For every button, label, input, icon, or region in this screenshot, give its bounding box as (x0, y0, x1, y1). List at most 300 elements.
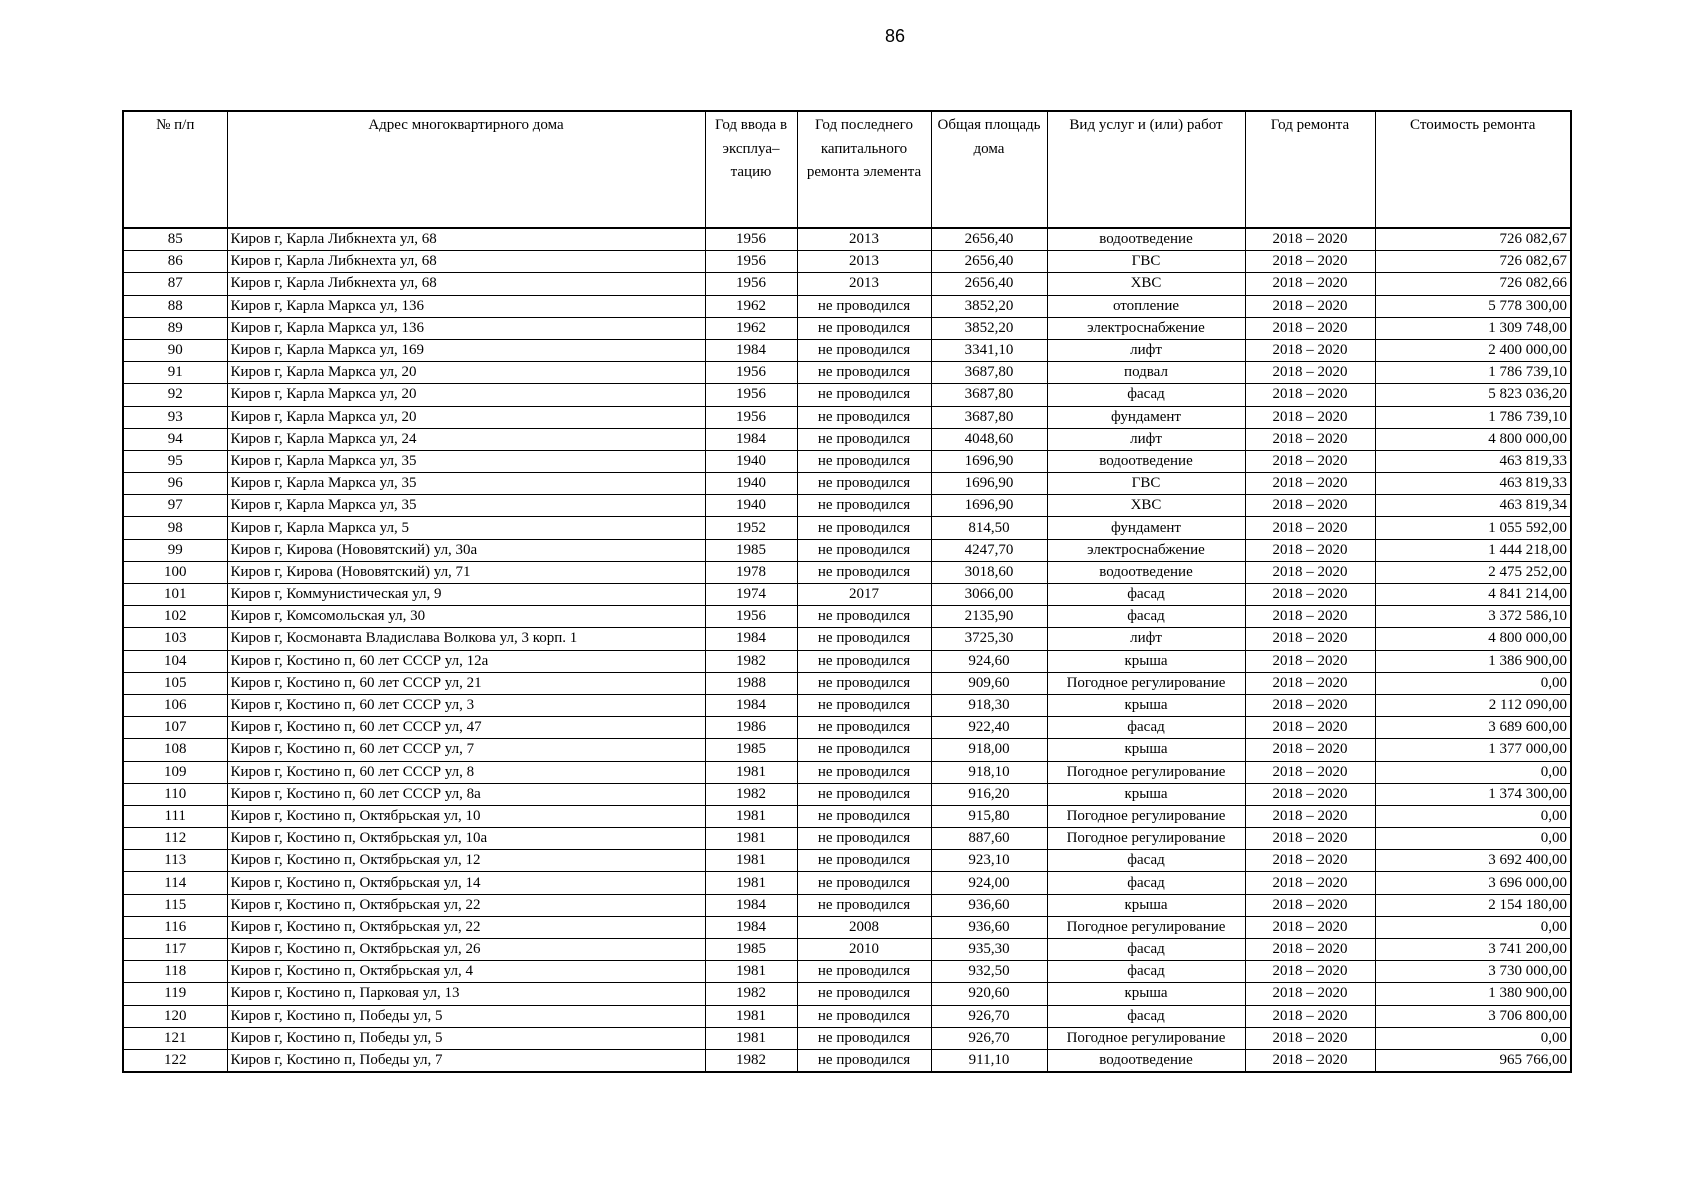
cell-service-type: подвал (1047, 362, 1245, 384)
table-row (123, 672, 1571, 694)
table-row (123, 828, 1571, 850)
cell-address: Киров г, Костино п, 60 лет СССР ул, 8а (227, 783, 705, 805)
cell-service-type: электроснабжение (1047, 539, 1245, 561)
cell-last-repair: не проводился (797, 517, 931, 539)
cell-area: 915,80 (931, 805, 1047, 827)
table-row (123, 739, 1571, 761)
cell-repair-year: 2018 – 2020 (1245, 939, 1375, 961)
cell-repair-cost: 3 696 000,00 (1375, 872, 1571, 894)
cell-address: Киров г, Костино п, Октябрьская ул, 22 (227, 894, 705, 916)
cell-number: 116 (123, 916, 227, 938)
table-row (123, 939, 1571, 961)
cell-number: 93 (123, 406, 227, 428)
cell-area: 923,10 (931, 850, 1047, 872)
cell-repair-cost: 3 706 800,00 (1375, 1005, 1571, 1027)
cell-area: 916,20 (931, 783, 1047, 805)
table-row (123, 1005, 1571, 1027)
cell-year-built: 1956 (705, 273, 797, 295)
cell-last-repair: не проводился (797, 384, 931, 406)
cell-service-type: фасад (1047, 939, 1245, 961)
cell-repair-cost: 0,00 (1375, 761, 1571, 783)
cell-service-type: крыша (1047, 739, 1245, 761)
cell-address: Киров г, Карла Маркса ул, 20 (227, 362, 705, 384)
cell-address: Киров г, Карла Маркса ул, 136 (227, 317, 705, 339)
cell-last-repair: 2013 (797, 251, 931, 273)
cell-repair-year: 2018 – 2020 (1245, 916, 1375, 938)
cell-address: Киров г, Карла Маркса ул, 136 (227, 295, 705, 317)
cell-repair-year: 2018 – 2020 (1245, 961, 1375, 983)
cell-repair-cost: 3 692 400,00 (1375, 850, 1571, 872)
cell-number: 118 (123, 961, 227, 983)
column-header-service-type: Вид услуг и (или) работ (1047, 111, 1245, 228)
cell-address: Киров г, Карла Маркса ул, 35 (227, 473, 705, 495)
cell-repair-year: 2018 – 2020 (1245, 539, 1375, 561)
cell-service-type: крыша (1047, 894, 1245, 916)
cell-year-built: 1982 (705, 1049, 797, 1072)
cell-repair-year: 2018 – 2020 (1245, 517, 1375, 539)
column-header-number: № п/п (123, 111, 227, 228)
cell-year-built: 1962 (705, 317, 797, 339)
cell-repair-year: 2018 – 2020 (1245, 406, 1375, 428)
cell-number: 91 (123, 362, 227, 384)
cell-service-type: ГВС (1047, 473, 1245, 495)
cell-year-built: 1956 (705, 406, 797, 428)
table-row (123, 606, 1571, 628)
cell-repair-year: 2018 – 2020 (1245, 295, 1375, 317)
cell-number: 99 (123, 539, 227, 561)
cell-repair-cost: 4 800 000,00 (1375, 628, 1571, 650)
cell-area: 920,60 (931, 983, 1047, 1005)
cell-last-repair: не проводился (797, 473, 931, 495)
cell-number: 92 (123, 384, 227, 406)
table-row (123, 539, 1571, 561)
cell-year-built: 1984 (705, 916, 797, 938)
cell-year-built: 1982 (705, 983, 797, 1005)
cell-repair-year: 2018 – 2020 (1245, 228, 1375, 251)
cell-year-built: 1981 (705, 850, 797, 872)
cell-repair-year: 2018 – 2020 (1245, 872, 1375, 894)
table-row (123, 339, 1571, 361)
cell-area: 814,50 (931, 517, 1047, 539)
cell-area: 911,10 (931, 1049, 1047, 1072)
cell-repair-year: 2018 – 2020 (1245, 1005, 1375, 1027)
table-row (123, 428, 1571, 450)
table-row (123, 251, 1571, 273)
cell-year-built: 1981 (705, 761, 797, 783)
cell-repair-cost: 0,00 (1375, 672, 1571, 694)
cell-number: 114 (123, 872, 227, 894)
column-header-last-repair: Год последнего капитального ремонта элемента (797, 111, 931, 228)
table-row (123, 805, 1571, 827)
cell-number: 95 (123, 450, 227, 472)
cell-service-type: фасад (1047, 850, 1245, 872)
column-header-repair-year: Год ремонта (1245, 111, 1375, 228)
cell-last-repair: не проводился (797, 828, 931, 850)
cell-last-repair: не проводился (797, 450, 931, 472)
cell-service-type: фасад (1047, 384, 1245, 406)
cell-year-built: 1956 (705, 228, 797, 251)
cell-service-type: Погодное регулирование (1047, 761, 1245, 783)
cell-address: Киров г, Костино п, Октябрьская ул, 14 (227, 872, 705, 894)
cell-repair-year: 2018 – 2020 (1245, 983, 1375, 1005)
cell-number: 97 (123, 495, 227, 517)
table-row (123, 1049, 1571, 1072)
cell-number: 110 (123, 783, 227, 805)
cell-repair-cost: 1 786 739,10 (1375, 362, 1571, 384)
column-header-area: Общая площадь дома (931, 111, 1047, 228)
cell-number: 104 (123, 650, 227, 672)
cell-address: Киров г, Карла Маркса ул, 20 (227, 406, 705, 428)
cell-repair-year: 2018 – 2020 (1245, 561, 1375, 583)
cell-address: Киров г, Костино п, Октябрьская ул, 10 (227, 805, 705, 827)
cell-address: Киров г, Костино п, Октябрьская ул, 22 (227, 916, 705, 938)
cell-area: 2656,40 (931, 228, 1047, 251)
cell-repair-year: 2018 – 2020 (1245, 273, 1375, 295)
cell-area: 924,60 (931, 650, 1047, 672)
cell-number: 108 (123, 739, 227, 761)
cell-year-built: 1984 (705, 628, 797, 650)
cell-last-repair: не проводился (797, 1027, 931, 1049)
cell-number: 98 (123, 517, 227, 539)
cell-year-built: 1981 (705, 961, 797, 983)
cell-number: 120 (123, 1005, 227, 1027)
cell-repair-cost: 1 374 300,00 (1375, 783, 1571, 805)
cell-service-type: крыша (1047, 694, 1245, 716)
cell-number: 87 (123, 273, 227, 295)
cell-repair-cost: 5 823 036,20 (1375, 384, 1571, 406)
cell-repair-year: 2018 – 2020 (1245, 672, 1375, 694)
cell-repair-year: 2018 – 2020 (1245, 1049, 1375, 1072)
table-row (123, 295, 1571, 317)
cell-repair-cost: 3 372 586,10 (1375, 606, 1571, 628)
cell-service-type: фасад (1047, 872, 1245, 894)
cell-service-type: фундамент (1047, 406, 1245, 428)
cell-area: 3341,10 (931, 339, 1047, 361)
cell-repair-cost: 1 380 900,00 (1375, 983, 1571, 1005)
table-row (123, 517, 1571, 539)
cell-year-built: 1981 (705, 872, 797, 894)
cell-area: 3852,20 (931, 295, 1047, 317)
cell-last-repair: не проводился (797, 628, 931, 650)
cell-area: 922,40 (931, 717, 1047, 739)
cell-repair-cost: 463 819,34 (1375, 495, 1571, 517)
cell-repair-year: 2018 – 2020 (1245, 1027, 1375, 1049)
cell-area: 2656,40 (931, 251, 1047, 273)
table-row (123, 473, 1571, 495)
cell-year-built: 1952 (705, 517, 797, 539)
cell-address: Киров г, Костино п, Октябрьская ул, 4 (227, 961, 705, 983)
table-row (123, 717, 1571, 739)
table-row (123, 273, 1571, 295)
cell-address: Киров г, Карла Маркса ул, 5 (227, 517, 705, 539)
cell-number: 88 (123, 295, 227, 317)
cell-address: Киров г, Карла Маркса ул, 35 (227, 450, 705, 472)
cell-last-repair: не проводился (797, 783, 931, 805)
cell-area: 924,00 (931, 872, 1047, 894)
cell-repair-cost: 5 778 300,00 (1375, 295, 1571, 317)
cell-address: Киров г, Костино п, 60 лет СССР ул, 12а (227, 650, 705, 672)
cell-service-type: фасад (1047, 961, 1245, 983)
cell-service-type: лифт (1047, 628, 1245, 650)
cell-last-repair: не проводился (797, 606, 931, 628)
cell-address: Киров г, Костино п, 60 лет СССР ул, 21 (227, 672, 705, 694)
cell-address: Киров г, Костино п, Октябрьская ул, 12 (227, 850, 705, 872)
cell-service-type: лифт (1047, 339, 1245, 361)
table-row (123, 783, 1571, 805)
cell-year-built: 1986 (705, 717, 797, 739)
cell-repair-cost: 726 082,67 (1375, 251, 1571, 273)
cell-repair-cost: 965 766,00 (1375, 1049, 1571, 1072)
cell-address: Киров г, Костино п, 60 лет СССР ул, 8 (227, 761, 705, 783)
cell-last-repair: 2017 (797, 584, 931, 606)
cell-area: 3018,60 (931, 561, 1047, 583)
cell-number: 89 (123, 317, 227, 339)
cell-last-repair: не проводился (797, 761, 931, 783)
cell-repair-cost: 1 786 739,10 (1375, 406, 1571, 428)
cell-number: 113 (123, 850, 227, 872)
table-row (123, 362, 1571, 384)
cell-address: Киров г, Карла Либкнехта ул, 68 (227, 228, 705, 251)
cell-year-built: 1981 (705, 828, 797, 850)
cell-repair-cost: 1 309 748,00 (1375, 317, 1571, 339)
cell-number: 117 (123, 939, 227, 961)
table-row (123, 650, 1571, 672)
cell-repair-cost: 1 386 900,00 (1375, 650, 1571, 672)
cell-last-repair: не проводился (797, 1049, 931, 1072)
cell-year-built: 1978 (705, 561, 797, 583)
cell-address: Киров г, Костино п, Победы ул, 5 (227, 1005, 705, 1027)
cell-last-repair: не проводился (797, 495, 931, 517)
cell-service-type: ХВС (1047, 273, 1245, 295)
table-row (123, 916, 1571, 938)
cell-repair-cost: 463 819,33 (1375, 450, 1571, 472)
cell-address: Киров г, Костино п, Парковая ул, 13 (227, 983, 705, 1005)
cell-last-repair: не проводился (797, 872, 931, 894)
cell-last-repair: 2010 (797, 939, 931, 961)
cell-area: 2656,40 (931, 273, 1047, 295)
cell-service-type: отопление (1047, 295, 1245, 317)
cell-year-built: 1985 (705, 939, 797, 961)
cell-number: 103 (123, 628, 227, 650)
cell-last-repair: не проводился (797, 850, 931, 872)
cell-number: 105 (123, 672, 227, 694)
cell-service-type: фасад (1047, 584, 1245, 606)
cell-number: 102 (123, 606, 227, 628)
cell-last-repair: 2013 (797, 228, 931, 251)
cell-service-type: крыша (1047, 783, 1245, 805)
cell-year-built: 1981 (705, 805, 797, 827)
cell-service-type: Погодное регулирование (1047, 672, 1245, 694)
cell-year-built: 1940 (705, 450, 797, 472)
cell-number: 119 (123, 983, 227, 1005)
cell-repair-year: 2018 – 2020 (1245, 628, 1375, 650)
table-header-row (123, 111, 1571, 228)
cell-repair-cost: 0,00 (1375, 916, 1571, 938)
cell-last-repair: не проводился (797, 295, 931, 317)
cell-repair-year: 2018 – 2020 (1245, 850, 1375, 872)
cell-year-built: 1984 (705, 339, 797, 361)
cell-number: 96 (123, 473, 227, 495)
cell-year-built: 1985 (705, 539, 797, 561)
cell-year-built: 1981 (705, 1027, 797, 1049)
cell-number: 111 (123, 805, 227, 827)
table-row (123, 872, 1571, 894)
cell-last-repair: не проводился (797, 717, 931, 739)
cell-repair-cost: 2 475 252,00 (1375, 561, 1571, 583)
cell-address: Киров г, Костино п, Октябрьская ул, 10а (227, 828, 705, 850)
cell-service-type: водоотведение (1047, 561, 1245, 583)
cell-service-type: крыша (1047, 983, 1245, 1005)
cell-area: 936,60 (931, 916, 1047, 938)
cell-repair-cost: 1 377 000,00 (1375, 739, 1571, 761)
cell-service-type: ХВС (1047, 495, 1245, 517)
cell-area: 4247,70 (931, 539, 1047, 561)
cell-area: 3687,80 (931, 406, 1047, 428)
cell-year-built: 1984 (705, 894, 797, 916)
cell-area: 926,70 (931, 1005, 1047, 1027)
cell-area: 932,50 (931, 961, 1047, 983)
cell-repair-year: 2018 – 2020 (1245, 761, 1375, 783)
cell-address: Киров г, Костино п, Победы ул, 7 (227, 1049, 705, 1072)
cell-repair-cost: 4 800 000,00 (1375, 428, 1571, 450)
cell-address: Киров г, Космонавта Владислава Волкова ул, 3 корп. 1 (227, 628, 705, 650)
cell-repair-year: 2018 – 2020 (1245, 584, 1375, 606)
cell-year-built: 1940 (705, 495, 797, 517)
cell-area: 918,30 (931, 694, 1047, 716)
cell-last-repair: не проводился (797, 650, 931, 672)
cell-service-type: электроснабжение (1047, 317, 1245, 339)
table-row (123, 761, 1571, 783)
table-row (123, 961, 1571, 983)
cell-service-type: фундамент (1047, 517, 1245, 539)
cell-last-repair: не проводился (797, 561, 931, 583)
cell-last-repair: не проводился (797, 961, 931, 983)
cell-repair-year: 2018 – 2020 (1245, 828, 1375, 850)
cell-address: Киров г, Коммунистическая ул, 9 (227, 584, 705, 606)
cell-service-type: крыша (1047, 650, 1245, 672)
cell-area: 2135,90 (931, 606, 1047, 628)
cell-service-type: водоотведение (1047, 1049, 1245, 1072)
cell-year-built: 1982 (705, 650, 797, 672)
cell-repair-cost: 463 819,33 (1375, 473, 1571, 495)
cell-address: Киров г, Карла Маркса ул, 20 (227, 384, 705, 406)
cell-last-repair: не проводился (797, 362, 931, 384)
cell-year-built: 1962 (705, 295, 797, 317)
table-row (123, 450, 1571, 472)
cell-year-built: 1974 (705, 584, 797, 606)
cell-repair-year: 2018 – 2020 (1245, 473, 1375, 495)
cell-repair-year: 2018 – 2020 (1245, 894, 1375, 916)
table-row (123, 495, 1571, 517)
cell-address: Киров г, Кирова (Нововятский) ул, 71 (227, 561, 705, 583)
cell-number: 100 (123, 561, 227, 583)
cell-repair-cost: 0,00 (1375, 1027, 1571, 1049)
table-body (123, 228, 1571, 1072)
cell-number: 115 (123, 894, 227, 916)
cell-area: 935,30 (931, 939, 1047, 961)
table-row (123, 561, 1571, 583)
table-row (123, 317, 1571, 339)
table-row (123, 850, 1571, 872)
cell-repair-year: 2018 – 2020 (1245, 783, 1375, 805)
repair-table (122, 110, 1572, 1073)
cell-last-repair: не проводился (797, 739, 931, 761)
cell-number: 90 (123, 339, 227, 361)
repair-table-container (122, 110, 1572, 1073)
cell-area: 909,60 (931, 672, 1047, 694)
table-row (123, 384, 1571, 406)
cell-address: Киров г, Костино п, 60 лет СССР ул, 3 (227, 694, 705, 716)
column-header-repair-cost: Стоимость ремонта (1375, 111, 1571, 228)
cell-repair-cost: 3 741 200,00 (1375, 939, 1571, 961)
cell-service-type: Погодное регулирование (1047, 805, 1245, 827)
cell-year-built: 1982 (705, 783, 797, 805)
cell-number: 107 (123, 717, 227, 739)
cell-number: 112 (123, 828, 227, 850)
cell-number: 86 (123, 251, 227, 273)
cell-number: 121 (123, 1027, 227, 1049)
cell-last-repair: не проводился (797, 339, 931, 361)
cell-repair-year: 2018 – 2020 (1245, 805, 1375, 827)
table-row (123, 628, 1571, 650)
cell-repair-cost: 2 112 090,00 (1375, 694, 1571, 716)
cell-area: 1696,90 (931, 495, 1047, 517)
cell-last-repair: не проводился (797, 317, 931, 339)
cell-repair-year: 2018 – 2020 (1245, 450, 1375, 472)
cell-repair-cost: 726 082,67 (1375, 228, 1571, 251)
cell-year-built: 1956 (705, 384, 797, 406)
cell-last-repair: не проводился (797, 428, 931, 450)
cell-area: 3687,80 (931, 362, 1047, 384)
cell-repair-year: 2018 – 2020 (1245, 428, 1375, 450)
cell-service-type: ГВС (1047, 251, 1245, 273)
page-number: 86 (884, 26, 906, 46)
column-header-address: Адрес многоквартирного дома (227, 111, 705, 228)
cell-number: 101 (123, 584, 227, 606)
cell-repair-year: 2018 – 2020 (1245, 339, 1375, 361)
cell-number: 106 (123, 694, 227, 716)
cell-last-repair: не проводился (797, 406, 931, 428)
cell-last-repair: не проводился (797, 894, 931, 916)
cell-address: Киров г, Костино п, Победы ул, 5 (227, 1027, 705, 1049)
cell-number: 109 (123, 761, 227, 783)
cell-repair-year: 2018 – 2020 (1245, 317, 1375, 339)
cell-repair-year: 2018 – 2020 (1245, 384, 1375, 406)
cell-repair-year: 2018 – 2020 (1245, 650, 1375, 672)
cell-repair-year: 2018 – 2020 (1245, 251, 1375, 273)
cell-area: 3725,30 (931, 628, 1047, 650)
table-row (123, 584, 1571, 606)
cell-number: 85 (123, 228, 227, 251)
cell-repair-cost: 1 444 218,00 (1375, 539, 1571, 561)
cell-repair-cost: 1 055 592,00 (1375, 517, 1571, 539)
cell-last-repair: не проводился (797, 805, 931, 827)
cell-service-type: фасад (1047, 717, 1245, 739)
cell-address: Киров г, Карла Маркса ул, 24 (227, 428, 705, 450)
cell-area: 3687,80 (931, 384, 1047, 406)
cell-number: 94 (123, 428, 227, 450)
cell-last-repair: не проводился (797, 983, 931, 1005)
cell-area: 887,60 (931, 828, 1047, 850)
cell-repair-cost: 726 082,66 (1375, 273, 1571, 295)
cell-last-repair: 2008 (797, 916, 931, 938)
cell-repair-cost: 0,00 (1375, 828, 1571, 850)
cell-number: 122 (123, 1049, 227, 1072)
table-row (123, 983, 1571, 1005)
cell-area: 4048,60 (931, 428, 1047, 450)
table-row (123, 694, 1571, 716)
table-row (123, 1027, 1571, 1049)
